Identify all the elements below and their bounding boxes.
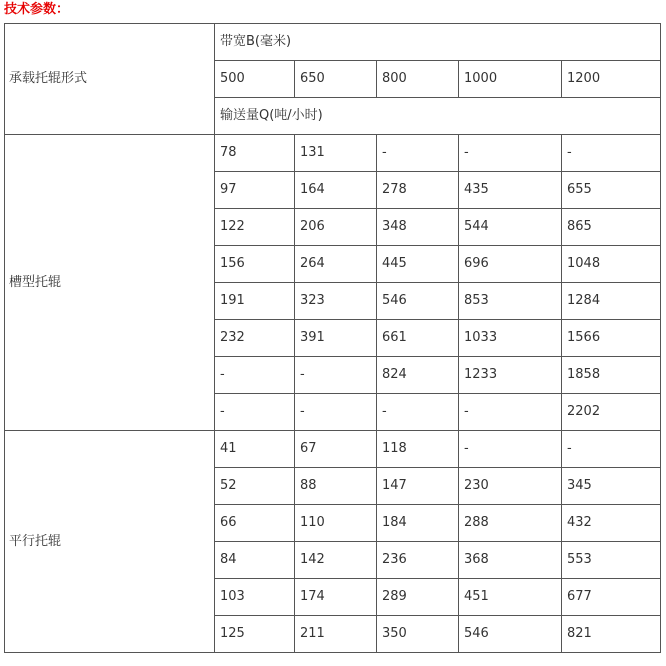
belt-width-cell: 800 <box>377 61 459 98</box>
table-body <box>5 24 661 653</box>
capacity-cell: 84 <box>215 542 295 579</box>
capacity-cell: - <box>215 394 295 431</box>
capacity-cell: 67 <box>295 431 377 468</box>
capacity-cell: 191 <box>215 283 295 320</box>
capacity-cell: 184 <box>377 505 459 542</box>
capacity-cell: 853 <box>459 283 562 320</box>
header-row-belt-width <box>5 24 661 61</box>
capacity-cell: 445 <box>377 246 459 283</box>
idler-type-label: 平行托辊 <box>5 431 215 653</box>
capacity-cell: 1233 <box>459 357 562 394</box>
capacity-cell: 323 <box>295 283 377 320</box>
capacity-cell: 174 <box>295 579 377 616</box>
capacity-cell: 131 <box>295 135 377 172</box>
capacity-cell: 348 <box>377 209 459 246</box>
capacity-cell: - <box>562 431 661 468</box>
capacity-cell: 1048 <box>562 246 661 283</box>
capacity-cell: 345 <box>562 468 661 505</box>
capacity-cell: 125 <box>215 616 295 653</box>
capacity-cell: 655 <box>562 172 661 209</box>
capacity-cell: 288 <box>459 505 562 542</box>
capacity-cell: 66 <box>215 505 295 542</box>
capacity-cell: 211 <box>295 616 377 653</box>
belt-width-cell: 650 <box>295 61 377 98</box>
capacity-cell: 103 <box>215 579 295 616</box>
capacity-cell: 544 <box>459 209 562 246</box>
capacity-cell: 1566 <box>562 320 661 357</box>
capacity-cell: 1858 <box>562 357 661 394</box>
capacity-cell: 78 <box>215 135 295 172</box>
capacity-cell: 1033 <box>459 320 562 357</box>
capacity-cell: 824 <box>377 357 459 394</box>
capacity-cell: 52 <box>215 468 295 505</box>
capacity-cell: 289 <box>377 579 459 616</box>
capacity-cell: 88 <box>295 468 377 505</box>
belt-width-cell: 500 <box>215 61 295 98</box>
capacity-cell: 236 <box>377 542 459 579</box>
capacity-cell: 147 <box>377 468 459 505</box>
capacity-cell: 677 <box>562 579 661 616</box>
capacity-cell: 368 <box>459 542 562 579</box>
section-heading: 技术参数： <box>4 2 70 17</box>
capacity-cell: 156 <box>215 246 295 283</box>
capacity-cell: 41 <box>215 431 295 468</box>
capacity-cell: 2202 <box>562 394 661 431</box>
technical-parameters-table <box>4 23 661 653</box>
capacity-cell: - <box>295 394 377 431</box>
capacity-cell: - <box>459 394 562 431</box>
capacity-cell: 435 <box>459 172 562 209</box>
belt-width-cell: 1200 <box>562 61 661 98</box>
capacity-cell: - <box>215 357 295 394</box>
capacity-cell: - <box>459 135 562 172</box>
capacity-cell: 546 <box>459 616 562 653</box>
capacity-cell: - <box>295 357 377 394</box>
capacity-cell: 696 <box>459 246 562 283</box>
capacity-cell: 164 <box>295 172 377 209</box>
table-row <box>5 431 661 468</box>
capacity-cell: 391 <box>295 320 377 357</box>
capacity-cell: 122 <box>215 209 295 246</box>
capacity-cell: 278 <box>377 172 459 209</box>
capacity-cell: 350 <box>377 616 459 653</box>
capacity-cell: - <box>377 135 459 172</box>
capacity-cell: 118 <box>377 431 459 468</box>
capacity-cell: 865 <box>562 209 661 246</box>
idler-type-label: 槽型托辊 <box>5 135 215 431</box>
capacity-cell: 110 <box>295 505 377 542</box>
capacity-cell: 432 <box>562 505 661 542</box>
capacity-cell: 230 <box>459 468 562 505</box>
capacity-cell: 1284 <box>562 283 661 320</box>
capacity-cell: - <box>562 135 661 172</box>
capacity-cell: 232 <box>215 320 295 357</box>
capacity-cell: 264 <box>295 246 377 283</box>
capacity-cell: 661 <box>377 320 459 357</box>
form-header-cell: 承载托辊形式 <box>5 24 215 135</box>
capacity-cell: 546 <box>377 283 459 320</box>
capacity-cell: 97 <box>215 172 295 209</box>
capacity-cell: - <box>377 394 459 431</box>
capacity-cell: 206 <box>295 209 377 246</box>
capacity-cell: - <box>459 431 562 468</box>
table-row <box>5 135 661 172</box>
capacity-header-cell: 输送量Q(吨/小时) <box>215 98 661 135</box>
capacity-cell: 821 <box>562 616 661 653</box>
capacity-cell: 451 <box>459 579 562 616</box>
capacity-cell: 142 <box>295 542 377 579</box>
belt-width-cell: 1000 <box>459 61 562 98</box>
capacity-cell: 553 <box>562 542 661 579</box>
belt-width-header-cell: 带宽B(毫米) <box>215 24 661 61</box>
